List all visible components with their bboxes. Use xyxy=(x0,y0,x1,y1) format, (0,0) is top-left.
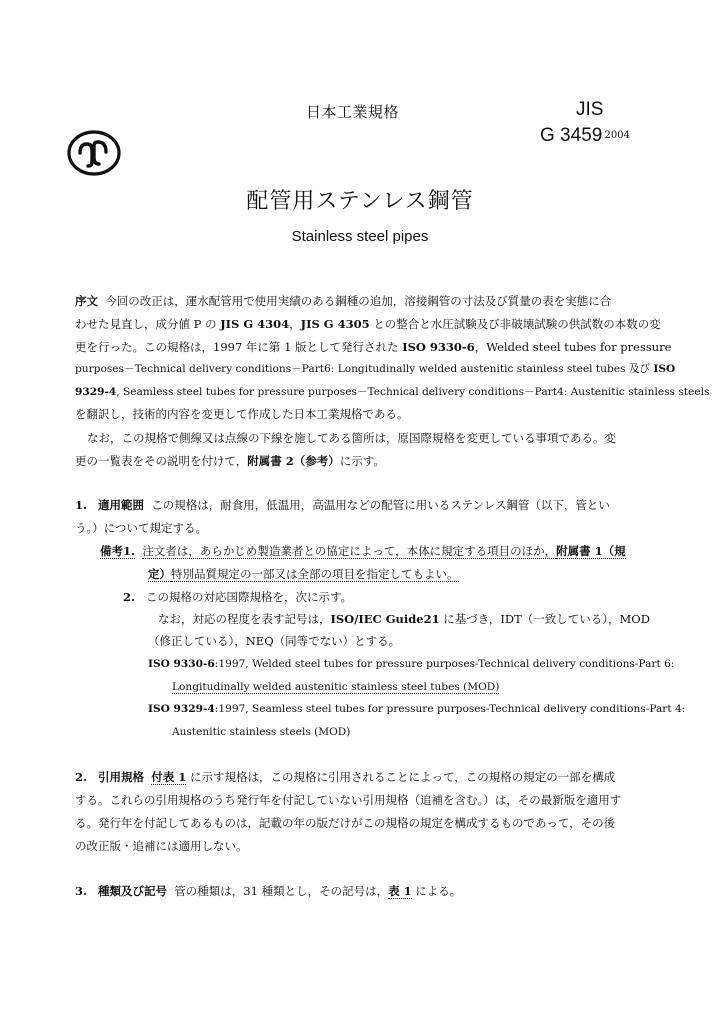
section-1-number: 1. xyxy=(75,498,88,512)
document-subtitle: Stainless steel pipes xyxy=(291,228,429,245)
section-2-heading: 引用規格 xyxy=(97,770,144,784)
remark-2-number: 2. xyxy=(123,590,136,604)
jis-mark-icon xyxy=(66,128,122,178)
section-3-line: 3. 種類及び記号 管の種類は，31 種類とし，その記号は，表 1 による。 xyxy=(75,884,462,898)
iso-ref-line: Longitudinally welded austenitic stainless steel tubes (MOD) xyxy=(172,681,500,693)
ref-iso-9330-6: ISO 9330-6 xyxy=(402,340,475,354)
remark-1-line: 備考1. 注文者は，あらかじめ製造業者との協定によって，本体に規定する項目のほか，附属書 1（規 xyxy=(100,544,626,558)
section-1-line: う。）について規定する。 xyxy=(75,521,208,535)
section-2-line: る。発行年を付記してあるものは，記載の年の版だけがこの規格の規定を構成するものであって，その後 xyxy=(75,816,616,830)
iso-ref-line: ISO 9330-6:1997, Welded steel tubes for pressure purposes-Technical delivery conditions-Part 6: xyxy=(148,658,675,670)
preface-line: purposes－Technical delivery conditions－Part6: Longitudinally welded austenitic stainless steel tubes 及び ISO xyxy=(75,363,676,375)
section-2-line: する。これらの引用規格のうち発行年を付記していない引用規格（追補を含む。）は，その最新版を適用す xyxy=(75,793,622,807)
preface-line: 序文 今回の改正は，運水配管用で使用実績のある鋼種の追加，溶接鋼管の寸法及び質量の表を実態に合 xyxy=(75,294,612,308)
ref-appendix-table-1: 付表 1 xyxy=(151,770,187,784)
standard-name: 日本工業規格 xyxy=(306,104,400,121)
jis-label: JIS xyxy=(576,99,604,120)
section-2-number: 2. xyxy=(75,770,88,784)
ref-annex-2: 附属書 2（参考） xyxy=(247,454,340,468)
section-3-heading: 種類及び記号 xyxy=(97,884,167,898)
preface-line: 更を行った。この規格は，1997 年に第 1 版として発行された ISO 9330-6，Welded steel tubes for pressure xyxy=(75,340,672,354)
ref-iso: ISO xyxy=(653,363,676,375)
iso-9330-6-code: ISO 9330-6 xyxy=(148,658,215,670)
section-1-heading: 適用範囲 xyxy=(97,498,144,512)
preface-line: 9329-4, Seamless steel tubes for pressure purposes－Technical delivery conditions－Part4: Austenitic stainless steels xyxy=(75,386,710,398)
iso-9329-4-code: ISO 9329-4 xyxy=(148,703,215,715)
section-2-line: の改正版・追補には適用しない。 xyxy=(75,839,248,853)
iso-ref-line: ISO 9329-4:1997, Seamless steel tubes for pressure purposes-Technical delivery conditions-Part 4: xyxy=(148,703,686,715)
remark-2-line: 2. この規格の対応国際規格を，次に示す。 xyxy=(123,590,353,604)
remark-label: 備考1. xyxy=(100,544,136,558)
preface-line: を翻訳し，技術的内容を変更して作成した日本工業規格である。 xyxy=(75,407,409,421)
preface-heading: 序文 xyxy=(75,294,98,308)
section-1-line: 1. 適用範囲 この規格は，耐食用，低温用，高温用などの配管に用いるステンレス鋼管（以下，管とい xyxy=(75,498,610,512)
preface-line: なお，この規格で側線又は点線の下線を施してある箇所は，原国際規格を変更している事項である。変 xyxy=(87,431,616,445)
ref-iso-iec-guide21: ISO/IEC Guide21 xyxy=(330,612,440,626)
ref-9329-4: 9329-4 xyxy=(75,386,117,398)
ref-table-1: 表 1 xyxy=(388,884,412,898)
ref-jis-g4305: JIS G 4305 xyxy=(300,317,370,331)
remark-2-line: （修正している），NEQ（同等でない）とする。 xyxy=(148,634,401,648)
ref-jis-g4304: JIS G 4304 xyxy=(220,317,290,331)
iso-ref-line: Austenitic stainless steels (MOD) xyxy=(172,726,351,738)
document-title: 配管用ステンレス鋼管 xyxy=(246,188,474,213)
jis-year: : 2004 xyxy=(598,130,630,141)
preface-line: 更の一覧表をその説明を付けて，附属書 2（参考）に示す。 xyxy=(75,454,385,468)
remark-2-line: なお，対応の程度を表す記号は，ISO/IEC Guide21 に基づき，IDT（一致している），MOD xyxy=(158,612,650,626)
section-3-number: 3. xyxy=(75,884,88,898)
jis-number: G 3459 xyxy=(540,125,603,146)
section-2-line: 2. 引用規格 付表 1 に示す規格は，この規格に引用されることによって，この規格の規定の一部を構成 xyxy=(75,770,616,784)
remark-1-line: 定）特別品質規定の一部又は全部の項目を指定してもよい。 xyxy=(148,567,459,581)
ref-annex-1: 附属書 1（規 xyxy=(556,544,626,558)
preface-line: わせた見直し，成分値 P の JIS G 4304，JIS G 4305 との整合と水圧試験及び非破壊試験の供試数の本数の変 xyxy=(75,317,661,331)
